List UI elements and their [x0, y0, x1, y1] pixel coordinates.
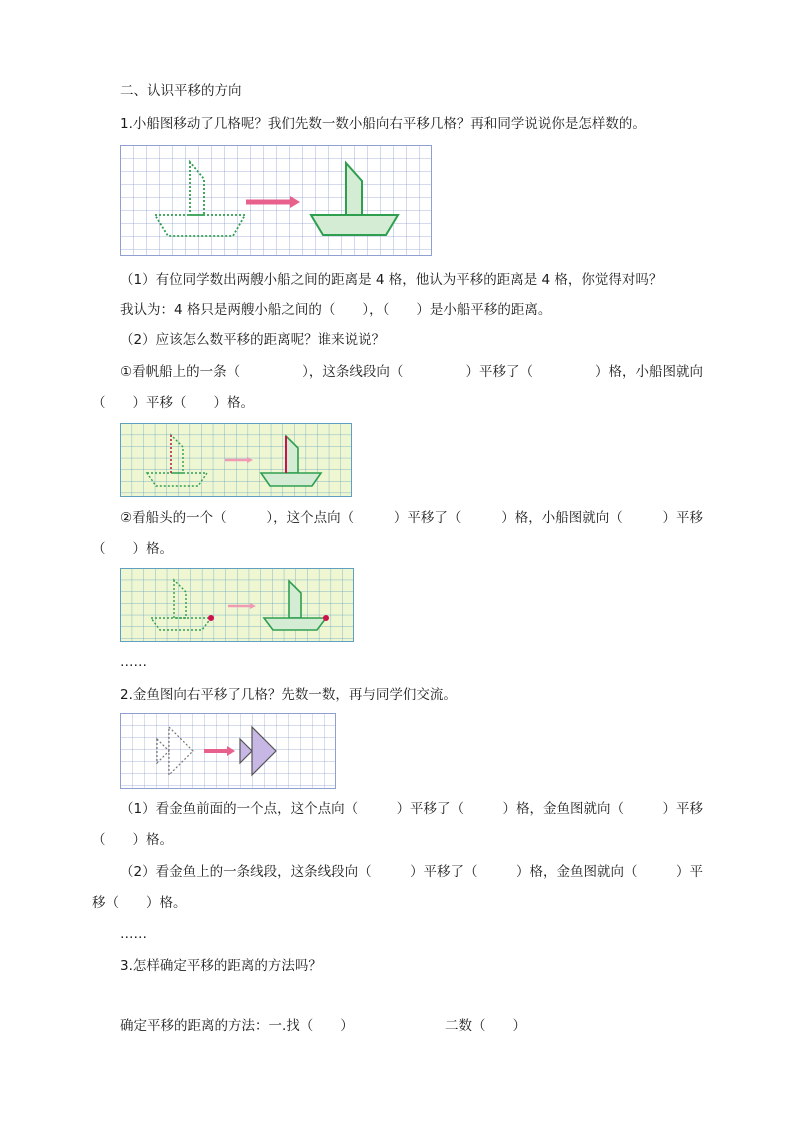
item-2-line-b: （ ）格。 [92, 541, 173, 557]
question-2-sub-2-line-b: 移（ ）格。 [92, 895, 187, 911]
question-2-sub-2-line-a: （2）看金鱼上的一条线段，这条线段向（ ）平移了（ ）格，金鱼图就向（ ）平 [120, 864, 703, 880]
boat-translation-figure-1 [120, 145, 432, 256]
goldfish-translation-figure [120, 713, 336, 789]
question-1-sub-2: （2）应该怎么数平移的距离呢？谁来说说？ [120, 332, 386, 348]
boat-point-figure [120, 568, 354, 642]
question-3-title: 3.怎样确定平移的距离的方法吗？ [120, 958, 322, 974]
method-line-2: 二数（ ） [445, 1018, 526, 1034]
ellipsis-2: …… [120, 926, 147, 942]
highlighted-point-translated [323, 615, 329, 621]
item-1-line-b: （ ）平移（ ）格。 [92, 395, 254, 411]
ellipsis-1: …… [120, 654, 147, 670]
item-1-line-a: ①看帆船上的一条（ ），这条线段向（ ）平移了（ ）格，小船图就向 [120, 364, 703, 380]
highlighted-point-original [208, 615, 214, 621]
question-1-title: 1.小船图移动了几格呢？我们先数一数小船向右平移几格？再和同学说说你是怎样数的。 [120, 116, 646, 132]
question-1-sub-1: （1）有位同学数出两艘小船之间的距离是 4 格，他认为平移的距离是 4 格，你觉得对吗？ [120, 272, 663, 288]
method-line: 确定平移的距离的方法：一.找（ ） [120, 1018, 354, 1034]
question-1-answer-line: 我认为：4 格只是两艘小船之间的（ ），（ ）是小船平移的距离。 [120, 302, 552, 318]
item-2-line-a: ②看船头的一个（ ），这个点向（ ）平移了（ ）格，小船图就向（ ）平移 [120, 510, 703, 526]
boat-segment-figure [120, 423, 352, 497]
question-2-sub-1-line-b: （ ）格。 [92, 832, 173, 848]
question-2-title: 2.金鱼图向右平移了几格？先数一数，再与同学们交流。 [120, 687, 457, 703]
section-title: 二、认识平移的方向 [120, 83, 242, 99]
question-2-sub-1-line-a: （1）看金鱼前面的一个点，这个点向（ ）平移了（ ）格，金鱼图就向（ ）平移 [120, 801, 703, 817]
